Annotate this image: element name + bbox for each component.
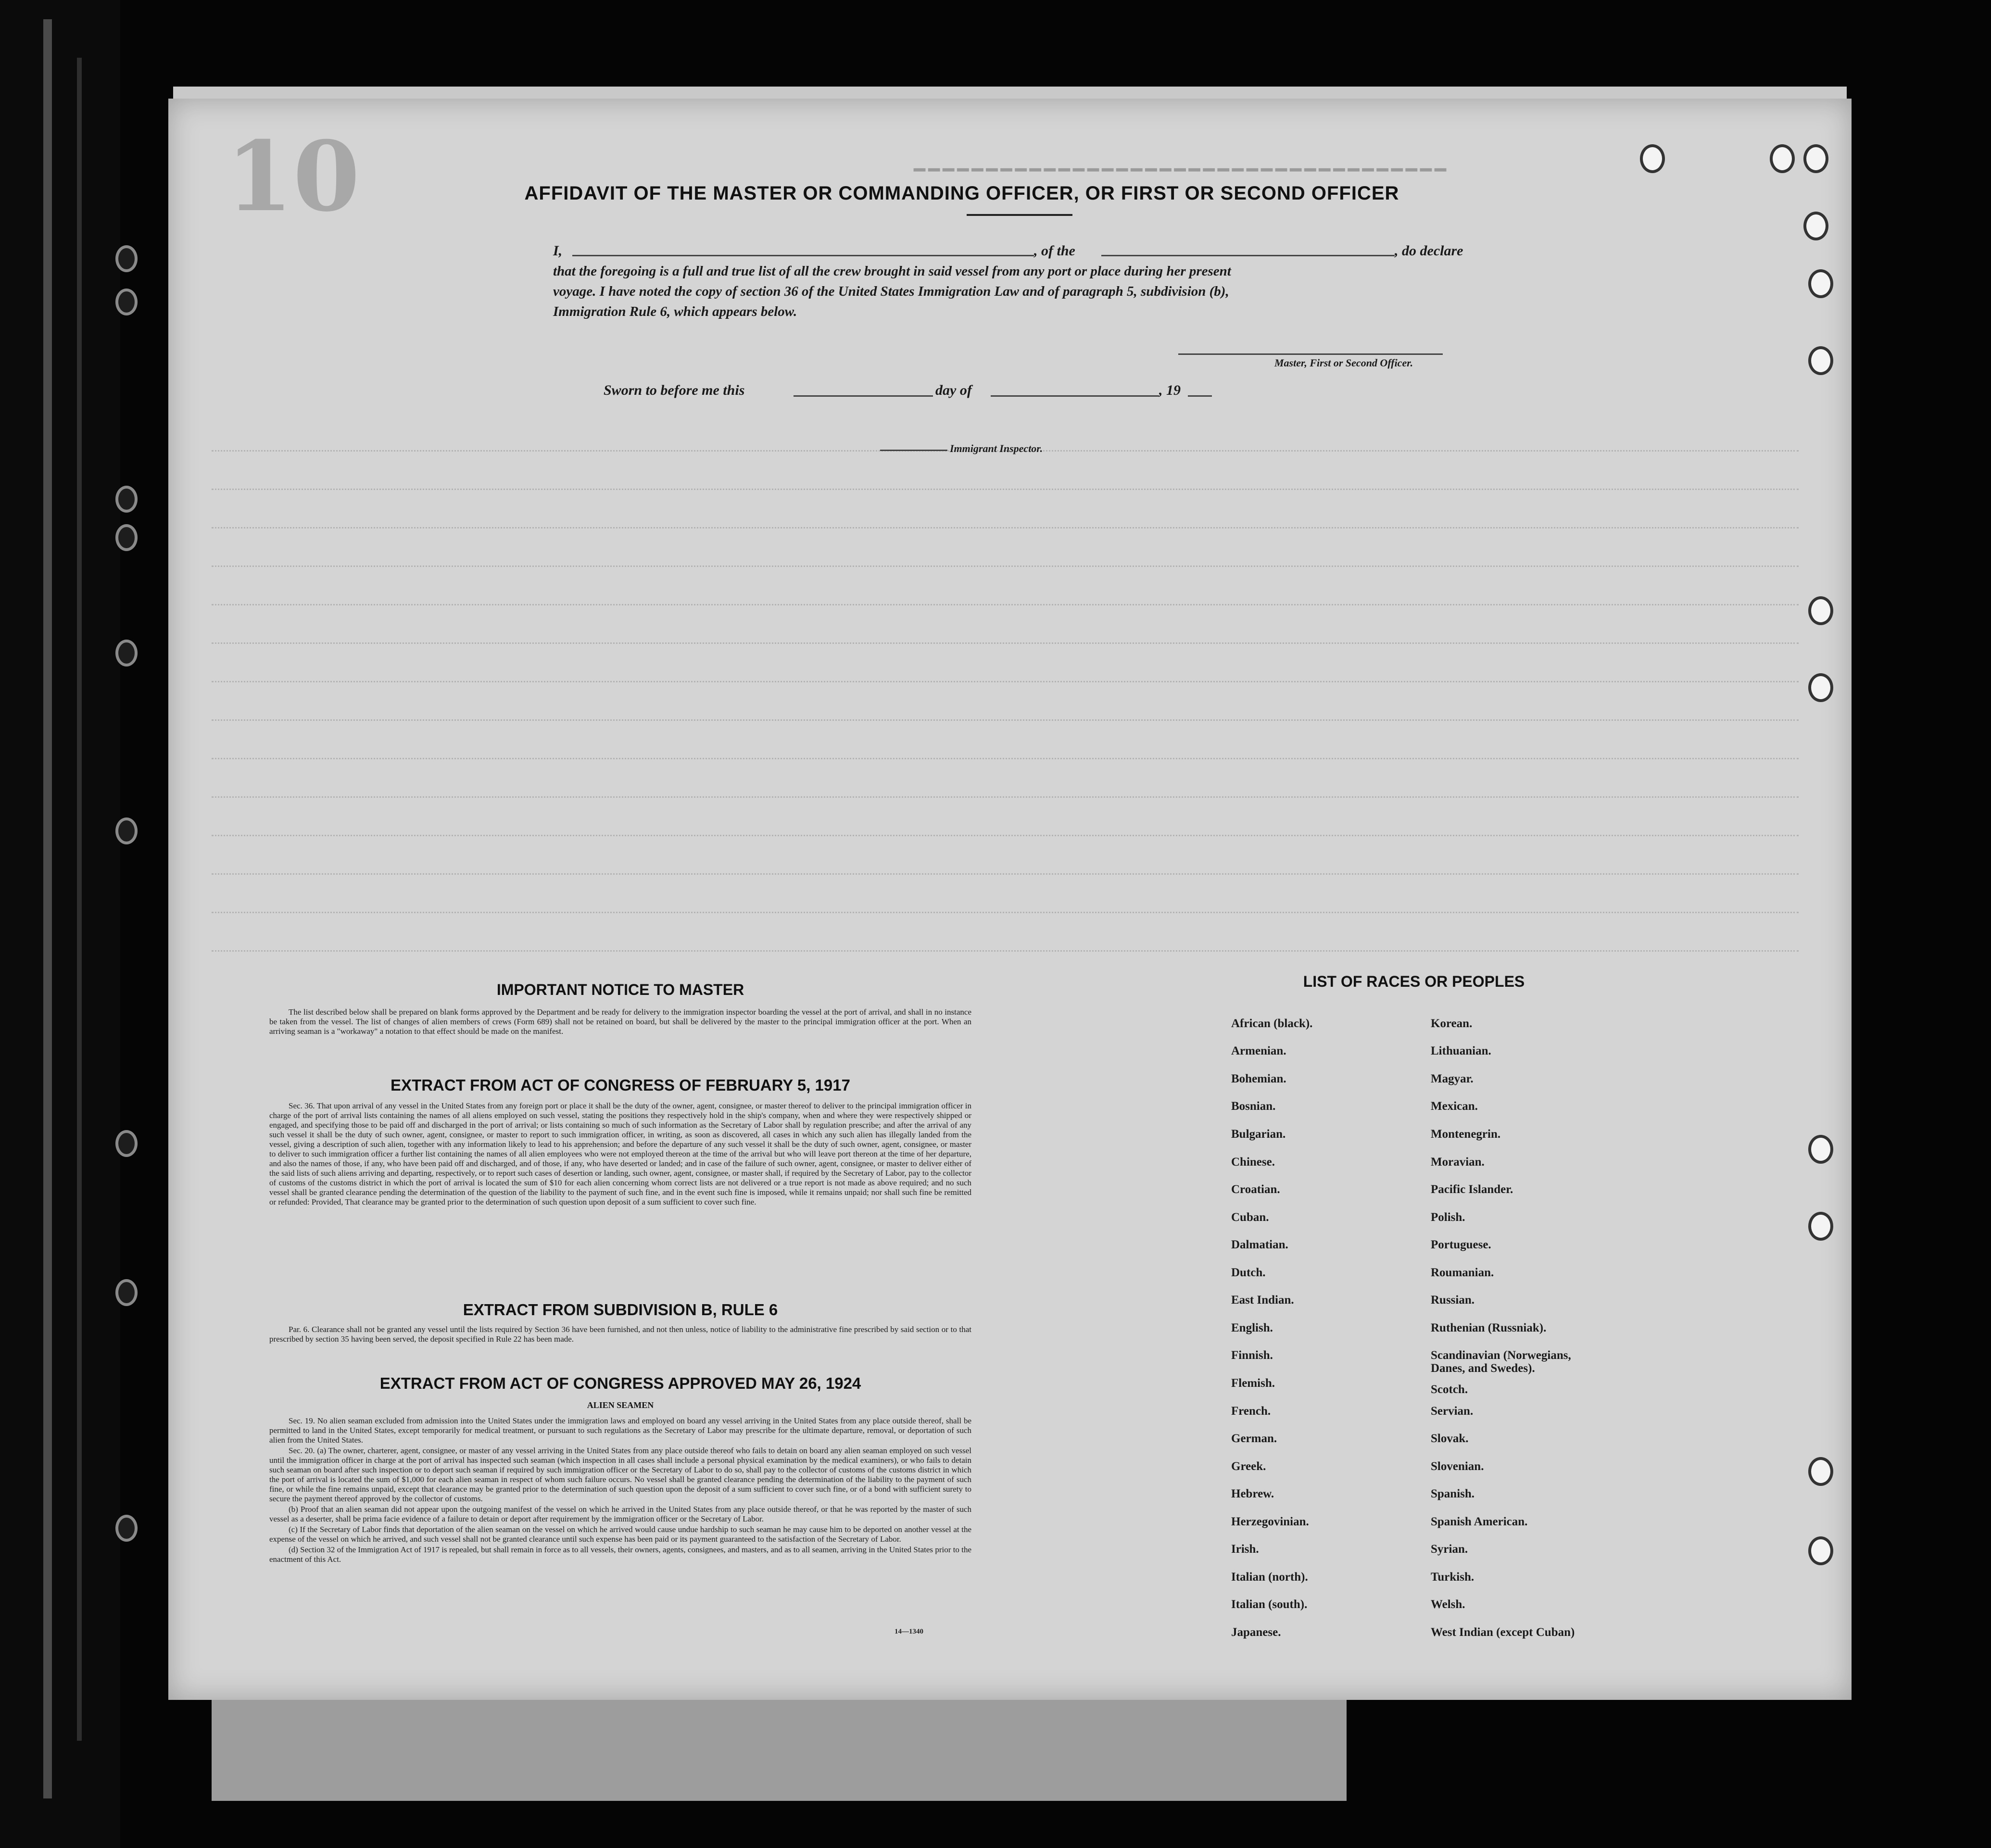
punch-hole [1640, 144, 1665, 173]
binder-strip [0, 0, 120, 1848]
punch-hole [1808, 269, 1833, 298]
affidavit-statement-1: that the foregoing is a full and true list of all the crew brought in said vessel from any port or place during her present [553, 264, 1231, 279]
race-item: Bosnian. [1231, 1100, 1276, 1113]
affidavit-title: AFFIDAVIT OF THE MASTER OR COMMANDING OFFICER, OR FIRST OR SECOND OFFICER [524, 183, 1399, 204]
title-rule [967, 214, 1072, 216]
extract-1917-title: EXTRACT FROM ACT OF CONGRESS OF FEBRUARY 5, 1917 [391, 1076, 850, 1094]
race-item: Armenian. [1231, 1044, 1286, 1057]
sworn-day: day of [935, 382, 972, 398]
punch-hole [1808, 673, 1833, 702]
race-item: Montenegrin. [1431, 1128, 1501, 1141]
underlying-page-edge [212, 1700, 1347, 1801]
race-item: Chinese. [1231, 1156, 1275, 1169]
race-item: Spanish American. [1431, 1515, 1528, 1528]
race-item: Flemish. [1231, 1377, 1275, 1390]
races-title: LIST OF RACES OR PEOPLES [1303, 973, 1525, 990]
race-item: Bohemian. [1231, 1072, 1286, 1085]
race-item: Portuguese. [1431, 1238, 1491, 1251]
race-item: Scandinavian (Norwegians, Danes, and Swedes). [1431, 1349, 1571, 1375]
punch-hole [1803, 212, 1828, 240]
race-item: German. [1231, 1432, 1277, 1445]
race-item: Slovak. [1431, 1432, 1469, 1445]
race-item: Scotch. [1431, 1383, 1468, 1396]
inspector-label: Immigrant Inspector. [950, 442, 1043, 454]
race-item: Hebrew. [1231, 1487, 1274, 1500]
sworn-month-blank[interactable] [991, 395, 1159, 397]
affidavit-i: I, [553, 243, 563, 259]
binder-hole [115, 1130, 138, 1157]
notice-title: IMPORTANT NOTICE TO MASTER [496, 981, 744, 998]
race-item: Slovenian. [1431, 1460, 1484, 1473]
race-item: Japanese. [1231, 1626, 1281, 1639]
extract-1924-text: Sec. 19. No alien seaman excluded from admission into the United States under the immigration laws and employed on board any vessel arriving in the United States from any place outside thereof, shall be permitted to land in the United States, except temporarily for medical treatment, or pursuant to such regulations as the Secretary of Labor may prescribe for the ultimate departure, removal, or deportation of such alien from the United States. Sec. 20. (a) The owner, charterer, agent, consignee, or master of any vessel arriving in the United States from any place outside thereof who fails to detain on board any alien seaman employed on such vessel until the immigration officer in charge at the port of arrival has inspected such seaman (which inspection in all cases shall include a personal physical examination by the medical examiners), or who fails to detain such seaman on board after such inspection or to deport such seaman if required by such immigration officer or the Secretary of Labor to do so, shall pay to the collector of customs of the customs district in which the port of arrival is located the sum of $1,000 for each alien seaman in respect of whom such failure occurs. No vessel shall be granted clearance pending the determination of the liability to the payment of such fine, or while the fine remains unpaid, except that clearance may be granted prior to the determination of such question upon the deposit of a sum sufficient to cover such fine, or of a bond with sufficient surety to secure the payment thereof approved by the collector of customs. (b) Proof that an alien seaman did not appear upon the outgoing manifest of the vessel on which he arrived in the United States from any place outside thereof, or that he was reported by the master of such vessel as a deserter, shall be prima facie evidence of a failure to detain or deport after requirement by the immigration officer or the Secretary of Labor. (c) If the Secretary of Labor finds that deportation of the alien seaman on the vessel on which he arrived would cause undue hardship to such seaman he may cause him to be deported on another vessel at the expense of the vessel on which he arrived, and such vessel shall not be granted clearance until such expense has been paid or its payment guaranteed to the satisfaction of the Secretary of Labor. (d) Section 32 of the Immigration Act of 1917 is repealed, but shall remain in force as to all vessels, their owners, agents, consignees, and masters, and as to all seamen, arriving in the United States prior to the enactment of this Act. [269, 1416, 971, 1564]
race-item: Finnish. [1231, 1349, 1273, 1362]
race-item: English. [1231, 1321, 1273, 1334]
signature-label: Master, First or Second Officer. [1274, 357, 1413, 369]
race-item: Croatian. [1231, 1183, 1280, 1196]
race-item: Ruthenian (Russniak). [1431, 1321, 1547, 1334]
race-item: Moravian. [1431, 1156, 1485, 1169]
binder-hole [115, 524, 138, 551]
race-item: Russian. [1431, 1294, 1475, 1307]
inspector-blank[interactable] [880, 450, 947, 451]
extract-1917-text: Sec. 36. That upon arrival of any vessel in the United States from any foreign port or place it shall be the duty of the owner, agent, consignee, or master thereof to deliver to the principal immigration officer in charge of the port of arrival lists containing the names of all aliens employed on such vessel, stating the positions they respectively hold in the ship's company, when and where they were respectively shipped or engaged, and specifying those to be paid off and discharged in the port of arrival; or lists containing so much of such information as the Secretary of Labor shall by regulation prescribe; and after the arrival of any such vessel it shall be the duty of such owner, agent, consignee, or master to report to such immigration officer, in writing, as soon as discovered, all cases in which any such alien has illegally landed from the vessel, giving a description of such alien, together with any information likely to lead to his apprehension; and before the departure of any such vessel it shall be the duty of such owner, agent, consignee, or master to deliver to such immigration officer a further list containing the names of all alien employees who were not employed thereon at the time of the arrival but who will leave port thereon at the time of her departure, and also the names of those, if any, who have been paid off and discharged, and of those, if any, who have deserted or landed; and in case of the failure of such owner, agent, consignee, or master to deliver either of the said lists of such aliens arriving and departing, respectively, or to report such cases of desertion or landing, such owner, agent, consignee, or master shall, if required by the Secretary of Labor, pay to the collector of customs of the customs district in which the port of arrival is located the sum of $10 for each alien concerning whom correct lists are not delivered or a true report is not made as above required; and no such vessel shall be granted clearance pending the determination of the question of the liability to the payment of such fine, and in the event such fine is imposed, while it remains unpaid; nor shall such fine be remitted or refunded: Provided, That clearance may be granted prior to the determination of such question upon deposit of a sum sufficient to cover such fine. [269, 1101, 971, 1207]
race-item: Korean. [1431, 1017, 1473, 1030]
binder-hole [115, 817, 138, 844]
binder-hole [115, 1279, 138, 1306]
punch-hole [1808, 1457, 1833, 1486]
sworn-year-blank[interactable] [1188, 395, 1212, 397]
race-item: Italian (south). [1231, 1598, 1308, 1611]
race-item: Italian (north). [1231, 1571, 1308, 1584]
affidavit-statement-3: Immigration Rule 6, which appears below. [553, 304, 797, 319]
race-item: Welsh. [1431, 1598, 1465, 1611]
race-item: Cuban. [1231, 1211, 1269, 1224]
race-item: Pacific Islander. [1431, 1183, 1513, 1196]
race-item: Polish. [1431, 1211, 1465, 1224]
race-item: Turkish. [1431, 1571, 1474, 1584]
signature-blank[interactable] [1178, 353, 1443, 355]
sworn-day-blank[interactable] [794, 395, 933, 397]
race-item: Irish. [1231, 1543, 1259, 1556]
race-item: Herzegovinian. [1231, 1515, 1309, 1528]
race-item: Magyar. [1431, 1072, 1474, 1085]
race-item: Lithuanian. [1431, 1044, 1491, 1057]
affidavit-statement-2: voyage. I have noted the copy of section 36 of the United States Immigration Law and of paragraph 5, subdivision (b), [553, 284, 1229, 299]
punch-hole [1808, 1536, 1833, 1565]
race-item: Spanish. [1431, 1487, 1475, 1500]
binder-hole [115, 289, 138, 315]
extract-1924-subtitle: ALIEN SEAMEN [587, 1400, 654, 1410]
punch-hole [1808, 1212, 1833, 1241]
extract-1924-title: EXTRACT FROM ACT OF CONGRESS APPROVED MAY 26, 1924 [379, 1374, 861, 1392]
vessel-blank[interactable] [1101, 255, 1395, 256]
sworn-prefix: Sworn to before me this [604, 382, 745, 398]
race-item: Roumanian. [1431, 1266, 1494, 1279]
punch-hole [1808, 1135, 1833, 1164]
punch-hole [1808, 346, 1833, 375]
name-blank[interactable] [572, 255, 1034, 256]
binder-hole [115, 486, 138, 513]
punch-hole [1808, 596, 1833, 625]
extract-rule6-title: EXTRACT FROM SUBDIVISION B, RULE 6 [463, 1301, 778, 1319]
race-item: Mexican. [1431, 1100, 1478, 1113]
race-item: Syrian. [1431, 1543, 1468, 1556]
race-item: East Indian. [1231, 1294, 1294, 1307]
binder-hole [115, 640, 138, 666]
bleed-through-page-number: 10 [226, 120, 360, 233]
sworn-year: , 19 [1159, 382, 1181, 398]
affidavit-of-the: , of the [1034, 243, 1075, 259]
race-item: Bulgarian. [1231, 1128, 1286, 1141]
extract-rule6-text: Par. 6. Clearance shall not be granted any vessel until the lists required by Section 36 have been furnished, and not then unless, notice of liability to the administrative fine prescribed by said section or to that prescribed by section 35 having been served, the deposit specified in Rule 22 has been made. [269, 1325, 971, 1344]
affidavit-declare: , do declare [1395, 243, 1463, 259]
race-item: Dutch. [1231, 1266, 1266, 1279]
punch-hole [1803, 144, 1828, 173]
binder-hole [115, 1515, 138, 1542]
race-item: French. [1231, 1405, 1271, 1418]
race-item: West Indian (except Cuban) [1431, 1626, 1575, 1639]
race-item: Greek. [1231, 1460, 1266, 1473]
punch-hole [1770, 144, 1795, 173]
race-item: African (black). [1231, 1017, 1313, 1030]
notice-text: The list described below shall be prepared on blank forms approved by the Department and be ready for delivery to the immigration inspector boarding the vessel at the port of arrival, and shall in no instance be taken from the vessel. The list of changes of alien members of crews (Form 689) shall not be retained on board, but shall be delivered by the master to the principal immigration officer at the port. When an arriving seaman is a "workaway" a notation to that effect should be made on the manifest. [269, 1007, 971, 1036]
race-item: Servian. [1431, 1405, 1474, 1418]
race-item: Dalmatian. [1231, 1238, 1288, 1251]
bleed-through-heading: ━━━━━━━━━━━━━━━━━━━━━━━━━━━━━━━━━━━━━ [914, 159, 1449, 181]
form-number: 14—1340 [895, 1628, 923, 1635]
binder-hole [115, 245, 138, 272]
